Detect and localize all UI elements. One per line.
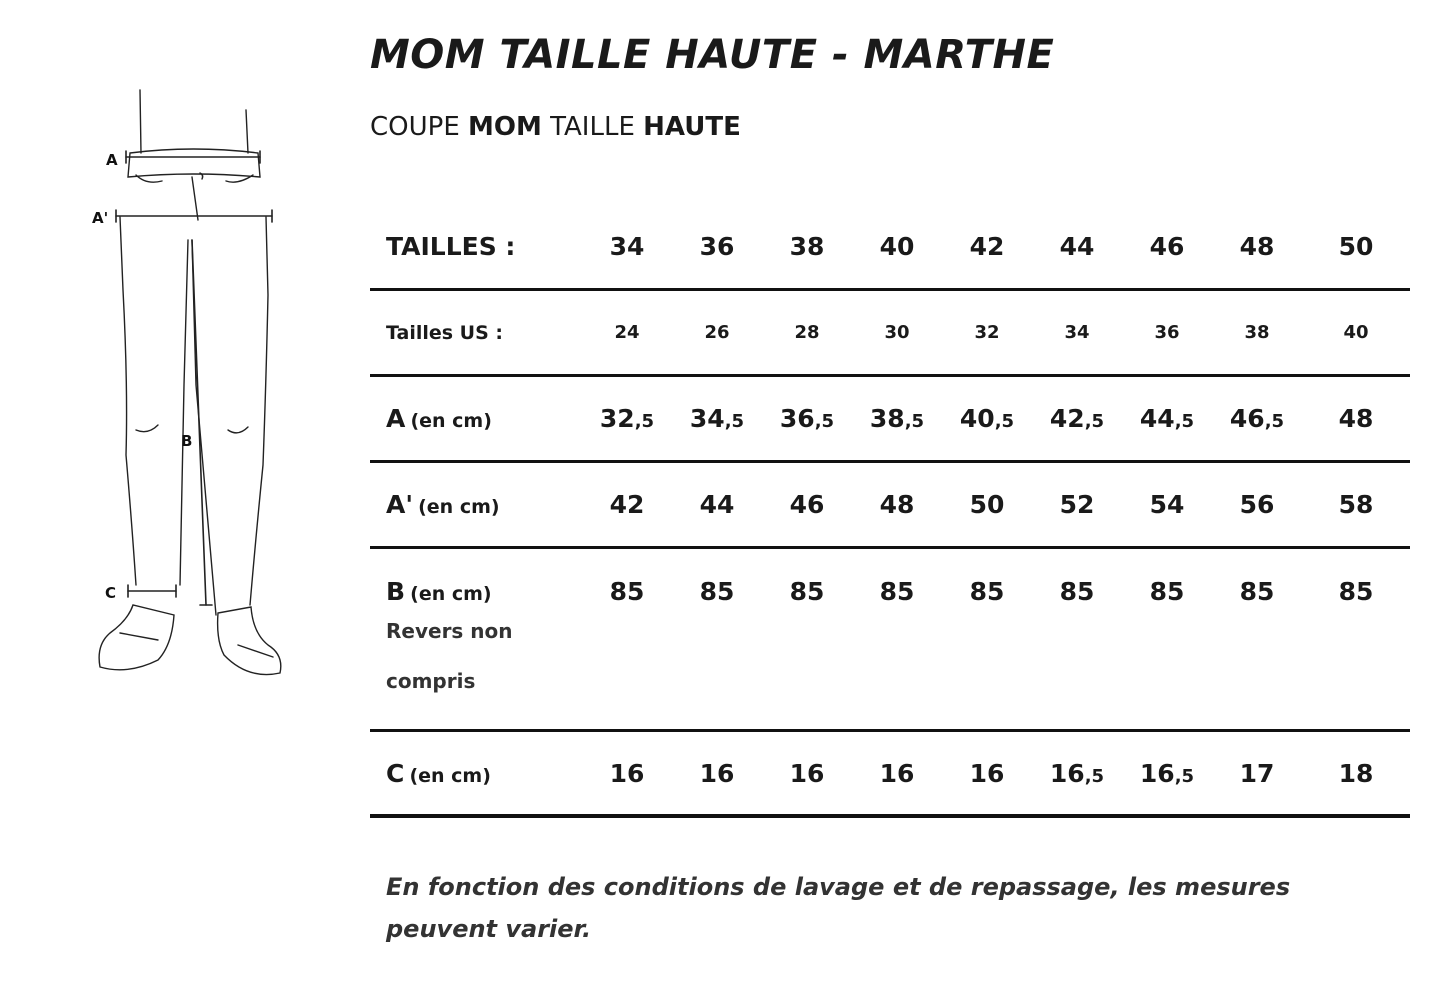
measure-c-cell: 16 [609,758,645,788]
subtitle-fit: MOM [468,112,542,142]
us-size-cell: 34 [1064,322,1090,343]
measure-a-cell: 48 [1338,404,1374,433]
measure-a-label: A (en cm) [386,404,492,433]
us-sizes-row [370,291,1410,377]
sizes-row [370,205,1410,291]
measure-a-cell: 46,5 [1229,404,1285,433]
fit-subtitle [370,112,741,142]
measure-b-cell: 85 [879,577,915,606]
measure-a-cell: 34,5 [689,404,745,433]
measure-a-cell: 32,5 [599,404,655,433]
measure-c-label: C (en cm) [386,758,491,788]
sizes-label: TAILLES : [386,232,516,261]
measure-a-cell: 44,5 [1139,404,1195,433]
us-size-cell: 24 [614,322,640,343]
size-cell: 42 [969,232,1005,261]
measure-a-cell: 40,5 [959,404,1015,433]
measure-c-cell: 16 [699,758,735,788]
size-cell: 50 [1338,232,1374,261]
measure-a-row [370,377,1410,463]
subtitle-middle: TAILLE [550,112,635,142]
measure-b-cell: 85 [609,577,645,606]
measure-c-cell: 16 [969,758,1005,788]
measure-a-prime-cell: 58 [1338,490,1374,519]
us-size-cell: 36 [1154,322,1180,343]
measure-a-prime-cell: 56 [1239,490,1275,519]
measure-a-prime-cell: 52 [1059,490,1095,519]
measure-c-cell: 16,5 [1139,758,1195,788]
label-b: B [181,432,193,450]
size-cell: 48 [1239,232,1275,261]
measure-b-cell: 85 [1239,577,1275,606]
measure-c-cell: 16 [789,758,825,788]
measure-b-row [370,549,1410,732]
measure-b-cell: 85 [1059,577,1095,606]
jeans-measurement-illustration [88,85,298,690]
measure-b-note-line1: Revers non [386,619,513,643]
page-title: MOM TAILLE HAUTE - MARTHE [370,32,1055,78]
measure-a-prime-cell: 46 [789,490,825,519]
measure-c-cell: 16 [879,758,915,788]
size-cell: 46 [1149,232,1185,261]
us-sizes-label: Tailles US : [386,321,504,344]
measure-a-prime-cell: 48 [879,490,915,519]
measure-a-prime-cell: 54 [1149,490,1185,519]
measure-a-cell: 38,5 [869,404,925,433]
measure-b-cell: 85 [1338,577,1374,606]
us-size-cell: 28 [794,322,820,343]
measure-a-prime-cell: 44 [699,490,735,519]
us-size-cell: 26 [704,322,730,343]
washing-footnote: En fonction des conditions de lavage et de repassage, les mesures peuvent varier. [386,873,1291,943]
measure-b-label: B (en cm) Revers non compris [370,577,582,706]
label-a-prime: A' [92,209,109,227]
subtitle-prefix: COUPE [370,112,460,142]
measure-a-prime-cell: 42 [609,490,645,519]
measure-b-cell: 85 [789,577,825,606]
size-cell: 44 [1059,232,1095,261]
measure-b-note-line2: compris [386,669,476,693]
measure-c-cell: 16,5 [1049,758,1105,788]
measure-b-cell: 85 [969,577,1005,606]
measure-b-cell: 85 [699,577,735,606]
size-cell: 34 [609,232,645,261]
us-size-cell: 40 [1343,322,1369,343]
us-size-cell: 32 [974,322,1000,343]
measure-a-prime-cell: 50 [969,490,1005,519]
measure-c-cell: 17 [1239,758,1275,788]
measure-b-cell: 85 [1149,577,1185,606]
us-size-cell: 30 [884,322,910,343]
measure-c-row [370,732,1410,818]
size-cell: 36 [699,232,735,261]
measure-c-cell: 18 [1338,758,1374,788]
size-chart-table [370,205,1410,818]
label-a: A [106,151,118,169]
size-cell: 40 [879,232,915,261]
us-size-cell: 38 [1244,322,1270,343]
measure-a-prime-label: A' (en cm) [386,490,500,519]
measure-a-cell: 36,5 [779,404,835,433]
size-cell: 38 [789,232,825,261]
subtitle-rise: HAUTE [643,112,741,142]
measure-a-cell: 42,5 [1049,404,1105,433]
label-c: C [105,584,117,602]
measure-a-prime-row [370,463,1410,549]
